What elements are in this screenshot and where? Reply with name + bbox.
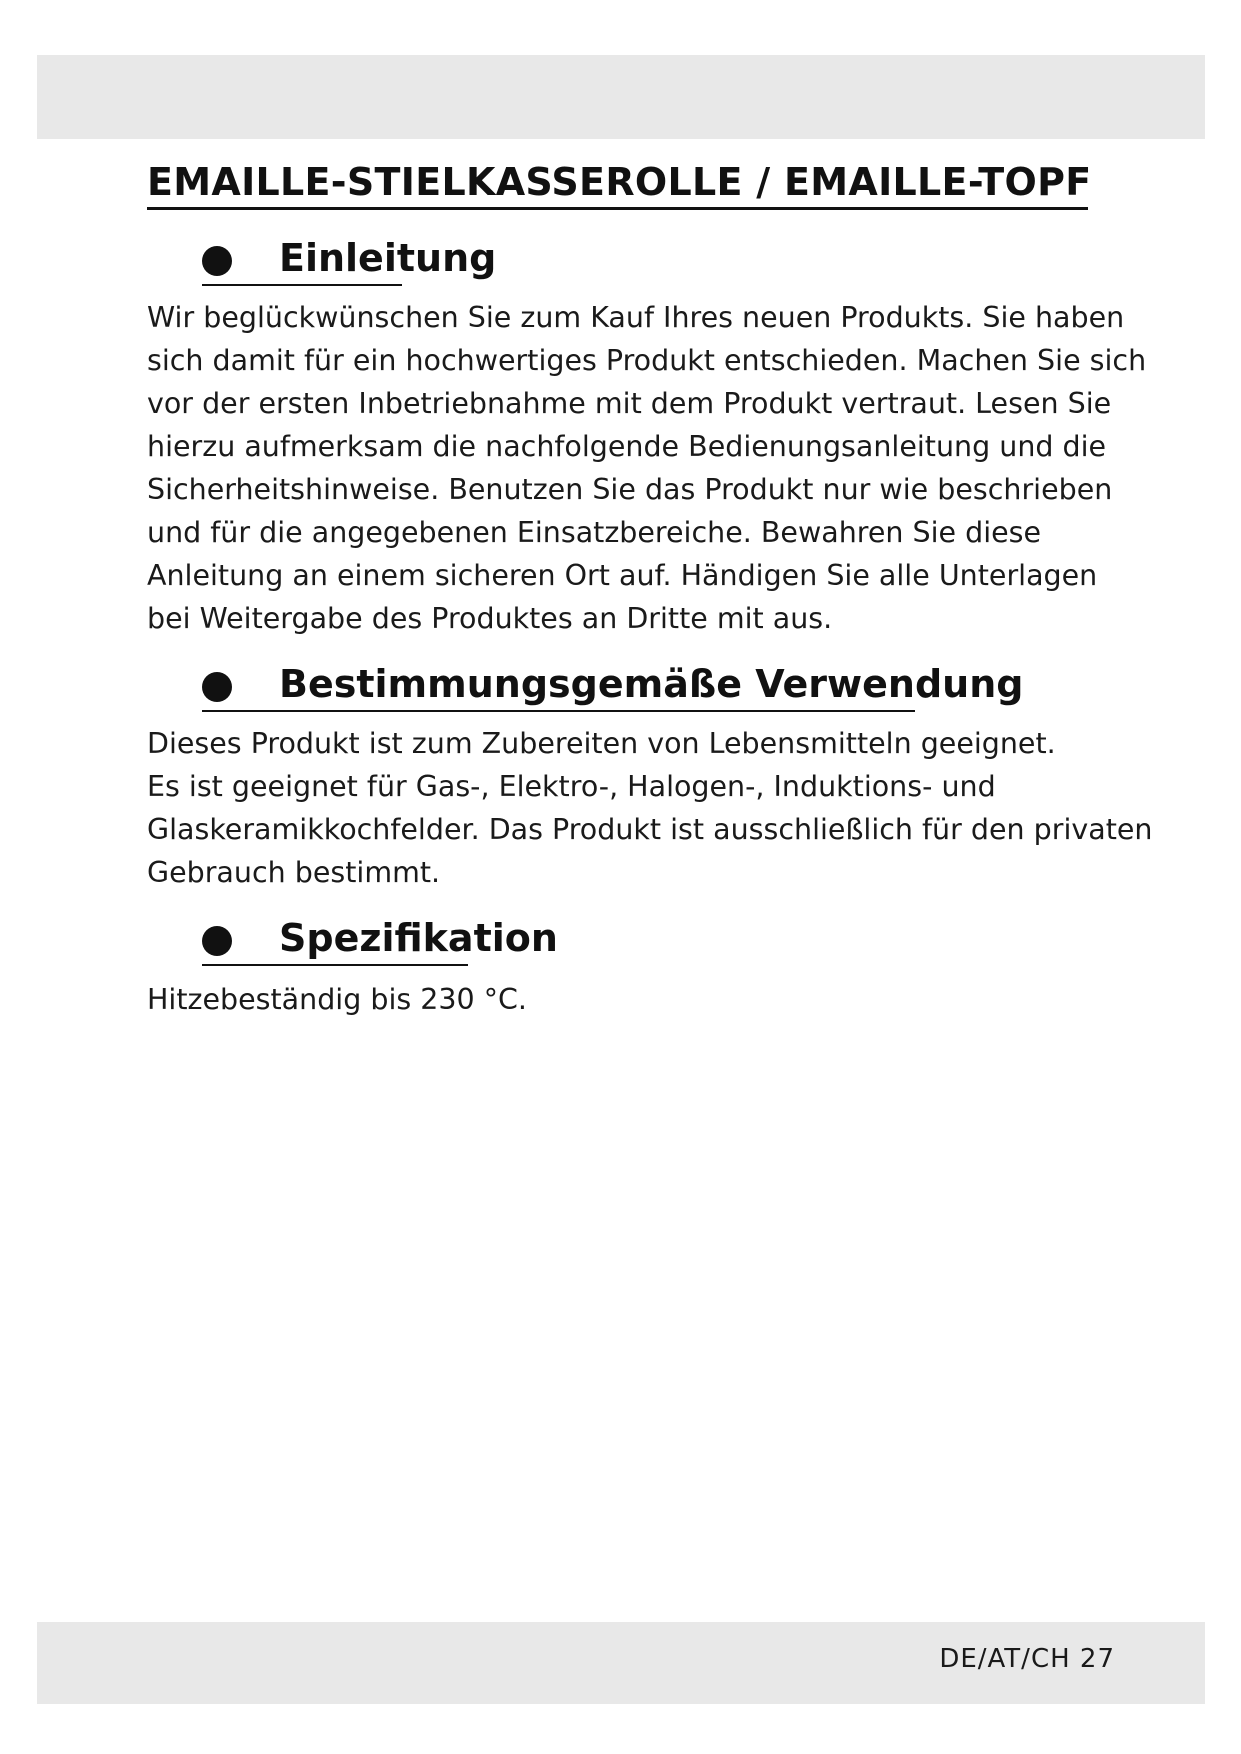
text-line: sich damit für ein hochwertiges Produkt entschieden. Machen Sie sich	[147, 344, 1147, 377]
section-underline	[202, 284, 402, 286]
section-title: Bestimmungsgemäße Verwendung	[279, 662, 1024, 706]
section-body-verwendung	[147, 722, 1153, 894]
text-line: Gebrauch bestimmt.	[147, 856, 441, 889]
text-line: Sicherheitshinweise. Benutzen Sie das Produkt nur wie beschrieben	[147, 473, 1113, 506]
section-body-einleitung	[147, 296, 1147, 640]
text-line: und für die angegebenen Einsatzbereiche. Bewahren Sie diese	[147, 516, 1042, 549]
section-underline	[202, 964, 468, 966]
title-underline	[147, 207, 1088, 210]
text-line: Es ist geeignet für Gas-, Elektro-, Halogen-, Induktions- und	[147, 770, 996, 803]
page-title: EMAILLE-STIELKASSEROLLE / EMAILLE-TOPF	[147, 160, 1092, 204]
page-number: DE/AT/CH 27	[939, 1644, 1115, 1674]
text-line: hierzu aufmerksam die nachfolgende Bedienungsanleitung und die	[147, 430, 1107, 463]
bullet-icon	[202, 246, 232, 276]
bullet-icon	[202, 672, 232, 702]
text-line: Glaskeramikkochfelder. Das Produkt ist ausschließlich für den privaten	[147, 813, 1153, 846]
section-underline	[202, 710, 915, 712]
header-band	[37, 55, 1205, 139]
text-line: Wir beglückwünschen Sie zum Kauf Ihres neuen Produkts. Sie haben	[147, 301, 1125, 334]
text-line: Dieses Produkt ist zum Zubereiten von Lebensmitteln geeignet.	[147, 727, 1056, 760]
text-line: Anleitung an einem sicheren Ort auf. Händigen Sie alle Unterlagen	[147, 559, 1098, 592]
section-title: Spezifikation	[279, 916, 558, 960]
text-line: bei Weitergabe des Produktes an Dritte mit aus.	[147, 602, 833, 635]
text-line: Hitzebeständig bis 230 °C.	[147, 983, 527, 1016]
section-body-spezifikation	[147, 978, 1107, 1021]
section-title: Einleitung	[279, 236, 497, 280]
text-line: vor der ersten Inbetriebnahme mit dem Produkt vertraut. Lesen Sie	[147, 387, 1112, 420]
bullet-icon	[202, 926, 232, 956]
